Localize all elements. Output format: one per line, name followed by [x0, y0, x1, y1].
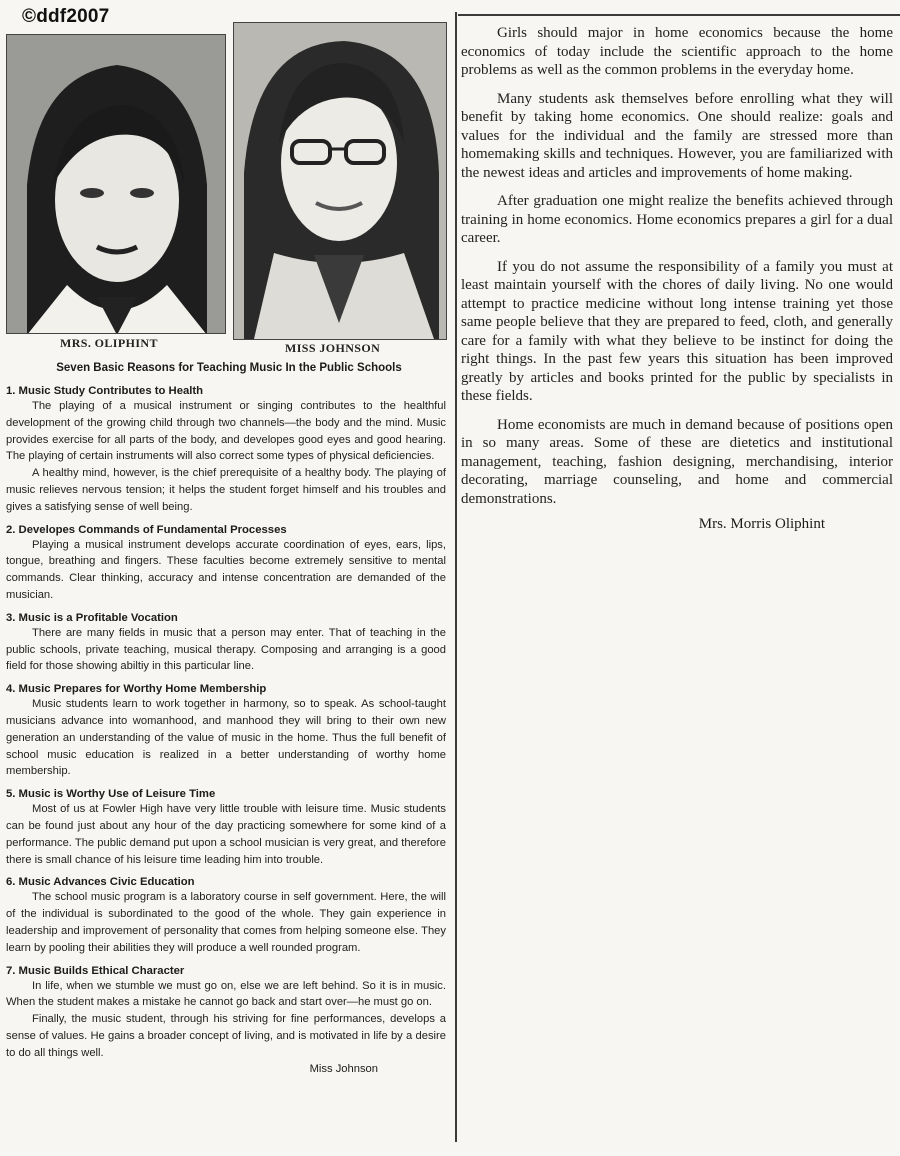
left-column [6, 0, 452, 1156]
portrait-image [234, 23, 446, 339]
reason-heading: 7. Music Builds Ethical Character [6, 964, 185, 977]
photo-mrs-oliphint [6, 34, 226, 334]
article-paragraph: Many students ask themselves before enrolling what they will benefit by taking home economics. One should realize: goals and values for the individual and the family are stressed more than homemaking skills and techniques. However, you are familiarized with the newest ideas and articles and improvements of home making. [461, 90, 893, 181]
music-article-title: Seven Basic Reasons for Teaching Music In the Public Schools [56, 362, 402, 374]
reason-paragraph: There are many fields in music that a person may enter. That of teaching in the public schools, private teaching, musical therapy. Composing and arranging is a good field for those showing abiltiy in this particular line. [6, 626, 446, 673]
reason-1 [6, 384, 446, 516]
article-paragraph: Girls should major in home economics because the home economics of today include the scientific approach to the home problems as well as the common problems in the everyday home. [461, 25, 893, 78]
portrait-image [7, 35, 225, 333]
reason-5 [6, 787, 446, 868]
reason-heading: 6. Music Advances Civic Education [6, 876, 195, 889]
watermark: ©ddf2007 [22, 6, 110, 27]
article-paragraph: Home economists are much in demand because of positions open in so many areas. Some of these are dietetics and institutional management, teaching, fashion designing, merchandising, interior decorating, marriage counseling, and home and commercial demonstrations. [461, 416, 893, 507]
reason-paragraph: In life, when we stumble we must go on, else we are left behind. So it is in music. When the student makes a mistake he cannot go back and start over—he must go on. [6, 979, 446, 1009]
reason-heading: 4. Music Prepares for Worthy Home Membership [6, 683, 267, 696]
home-economics-article [461, 24, 893, 533]
reason-paragraph: The playing of a musical instrument or singing contributes to the healthful development of the growing child through two channels—the body and the mind. Music provides exercise for all parts of the body, and developes good eyes and good hearing. The playing of certain instruments will also correct some types of physical deficiencies. [6, 400, 446, 463]
article-paragraph: If you do not assume the responsibility of a family you must at least maintain yourself with the chores of daily living. No one would attempt to practice medicine without long intense training yet those same people believe that they are prepared to feed, cloth, and generally care for a family with what they believe to be instinct for doing the right things. In the past few years this situation has been improved greatly by articles and books printed for the public by specialists in these fields. [461, 258, 893, 404]
top-rule [458, 14, 900, 16]
reason-paragraph: Finally, the music student, through his striving for fine performances, develops a sense of values. He gains a broader concept of living, and is motivated in life by a desire to do all things well. [6, 1013, 446, 1059]
reason-paragraph: A healthy mind, however, is the chief prerequisite of a healthy body. The playing of music relieves nervous tension; it helps the student forget himself and his troubles and gives a satisfying sense of well being. [6, 467, 446, 513]
reason-heading: 1. Music Study Contributes to Health [6, 385, 204, 397]
reason-7 [6, 964, 446, 1062]
reason-paragraph: Music students learn to work together in harmony, so to speak. As school-taught musicians advance into womanhood, and manhood they will bring to their own new generation an understanding of the value of music in the home. Thus the full benefit of school music education is realized in a better understanding of worthy home membership. [6, 698, 446, 778]
reason-heading: 3. Music is a Profitable Vocation [6, 611, 178, 624]
column-divider [455, 12, 457, 1142]
signature-mrs-oliphint: Mrs. Morris Oliphint [698, 516, 825, 532]
music-article-body [6, 384, 446, 1076]
photo-caption-oliphint: MRS. OLIPHINT [60, 336, 158, 350]
reason-3 [6, 611, 446, 675]
reason-paragraph: Most of us at Fowler High have very little trouble with leisure time. Music students can be found just about any hour of the day practicing somewhere for some kind of a performance. The public demand put upon a school musician is very great, and therefore there is small chance of his leisure time leading him into trouble. [6, 803, 446, 866]
reason-heading: 5. Music is Worthy Use of Leisure Time [6, 788, 216, 801]
reason-6 [6, 875, 446, 956]
reason-paragraph: The school music program is a laboratory course in self government. Here, the will of the individual is subordinated to the good of the whole. They gain experience in leadership and improvement of personality that comes from helping someone else. They learn by pooling their abilities they will produce a well rounded program. [6, 891, 446, 954]
reason-paragraph: Playing a musical instrument develops accurate coordination of eyes, ears, lips, tongue, breathing and fingers. These faculties become extremely sensitive to mental commands. Clear thinking, accuracy and intense concentration are demanded of the musician. [6, 538, 446, 601]
article-paragraph: After graduation one might realize the benefits achieved through training in home economics. Home economics prepares a girl for a dual career. [461, 193, 893, 246]
reason-2 [6, 523, 446, 604]
reason-heading: 2. Developes Commands of Fundamental Processes [6, 523, 287, 536]
photo-miss-johnson [233, 22, 447, 340]
photo-caption-johnson: MISS JOHNSON [285, 341, 381, 355]
reason-4 [6, 682, 446, 780]
signature-miss-johnson: Miss Johnson [309, 1062, 378, 1075]
